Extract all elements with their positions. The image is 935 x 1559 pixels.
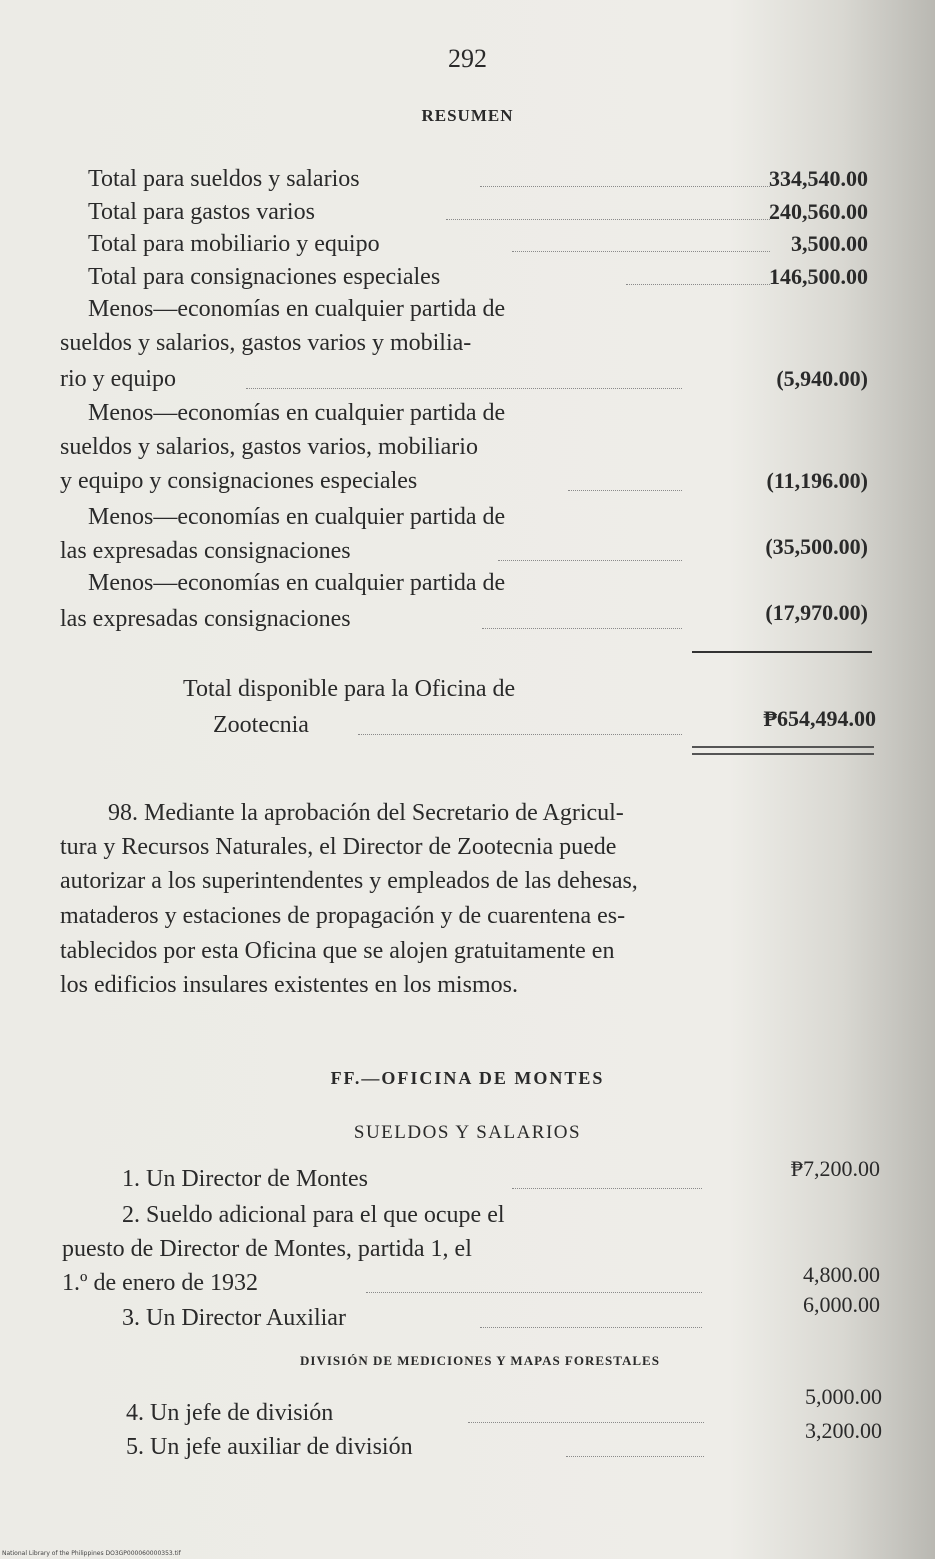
resumen-row-amount: 146,500.00 (769, 264, 868, 289)
page-number: 292 (448, 44, 487, 73)
item-line: 2. Sueldo adicional para el que ocupe el (122, 1202, 505, 1228)
deduction-line: Menos—economías en cualquier partida de (88, 504, 506, 530)
sum-rule (692, 651, 872, 653)
item-amount: 6,000.00 (803, 1292, 880, 1317)
resumen-row (88, 231, 868, 261)
resumen-row-amount: 334,540.00 (769, 166, 868, 191)
total-amount: ₱654,494.00 (763, 706, 876, 731)
item-amount: 5,000.00 (805, 1384, 882, 1409)
item-line: 3. Un Director Auxiliar (122, 1305, 346, 1331)
deduction-line: rio y equipo (60, 366, 176, 392)
paragraph-line: 98. Mediante la aprobación del Secretario de Agricul- (108, 800, 624, 826)
section-subheading: SUELDOS Y SALARIOS (353, 1122, 582, 1143)
dot-leader (512, 1188, 702, 1189)
item-amount: 3,200.00 (805, 1418, 882, 1443)
paragraph-line: mataderos y estaciones de propagación y de cuarentena es- (60, 903, 626, 929)
dot-leader (482, 628, 682, 629)
total-line: Zootecnia (213, 712, 309, 738)
paragraph-line: los edificios insulares existentes en los mismos. (60, 972, 518, 998)
resumen-row (88, 264, 868, 294)
division-heading: DIVISIÓN DE MEDICIONES Y MAPAS FORESTALES (300, 1353, 660, 1368)
item-amount: ₱7,200.00 (790, 1156, 880, 1181)
section-heading: FF.—OFICINA DE MONTES (330, 1068, 605, 1088)
scan-footer: National Library of the Philippines DO3GP000060000353.tif (2, 1550, 181, 1557)
total-line: Total disponible para la Oficina de (183, 676, 516, 702)
deduction-line: sueldos y salarios, gastos varios, mobiliario (60, 434, 478, 460)
deduction-line: las expresadas consignaciones (60, 538, 351, 564)
deduction-line: las expresadas consignaciones (60, 606, 351, 632)
deduction-line: Menos—economías en cualquier partida de (88, 400, 506, 426)
dot-leader (566, 1456, 704, 1457)
dot-leader (498, 560, 682, 561)
paragraph-line: tablecidos por esta Oficina que se alojen gratuitamente en (60, 938, 615, 964)
deduction-amount: (17,970.00) (765, 600, 868, 625)
paragraph-line: tura y Recursos Naturales, el Director de Zootecnia puede (60, 834, 617, 860)
resumen-row-label: Total para gastos varios (88, 199, 315, 225)
dot-leader (568, 490, 682, 491)
deduction-amount: (11,196.00) (766, 468, 868, 493)
resumen-row-label: Total para sueldos y salarios (88, 166, 360, 192)
item-line: puesto de Director de Montes, partida 1, el (62, 1236, 472, 1262)
deduction-line: Menos—economías en cualquier partida de (88, 296, 506, 322)
resumen-row (88, 199, 868, 229)
resumen-row-label: Total para mobiliario y equipo (88, 231, 380, 257)
resumen-row (88, 166, 868, 196)
item-line: 1.º de enero de 1932 (62, 1270, 259, 1296)
dot-leader (358, 734, 682, 735)
total-double-rule (692, 746, 874, 755)
dot-leader (246, 388, 682, 389)
item-line: 1. Un Director de Montes (122, 1166, 368, 1192)
dot-leader (366, 1292, 702, 1293)
resumen-row-label: Total para consignaciones especiales (88, 264, 441, 290)
item-line: 4. Un jefe de división (126, 1400, 334, 1426)
dot-leader (468, 1422, 704, 1423)
deduction-line: sueldos y salarios, gastos varios y mobilia- (60, 330, 472, 356)
paragraph-line: autorizar a los superintendentes y empleados de las dehesas, (60, 868, 638, 894)
item-amount: 4,800.00 (803, 1262, 880, 1287)
item-line: 5. Un jefe auxiliar de división (126, 1434, 413, 1460)
deduction-line: y equipo y consignaciones especiales (60, 468, 418, 494)
deduction-amount: (35,500.00) (765, 534, 868, 559)
resumen-heading: RESUMEN (421, 106, 514, 125)
deduction-line: Menos—economías en cualquier partida de (88, 570, 506, 596)
deduction-amount: (5,940.00) (776, 366, 868, 391)
dot-leader (480, 1327, 702, 1328)
resumen-row-amount: 3,500.00 (791, 231, 868, 256)
resumen-row-amount: 240,560.00 (769, 199, 868, 224)
